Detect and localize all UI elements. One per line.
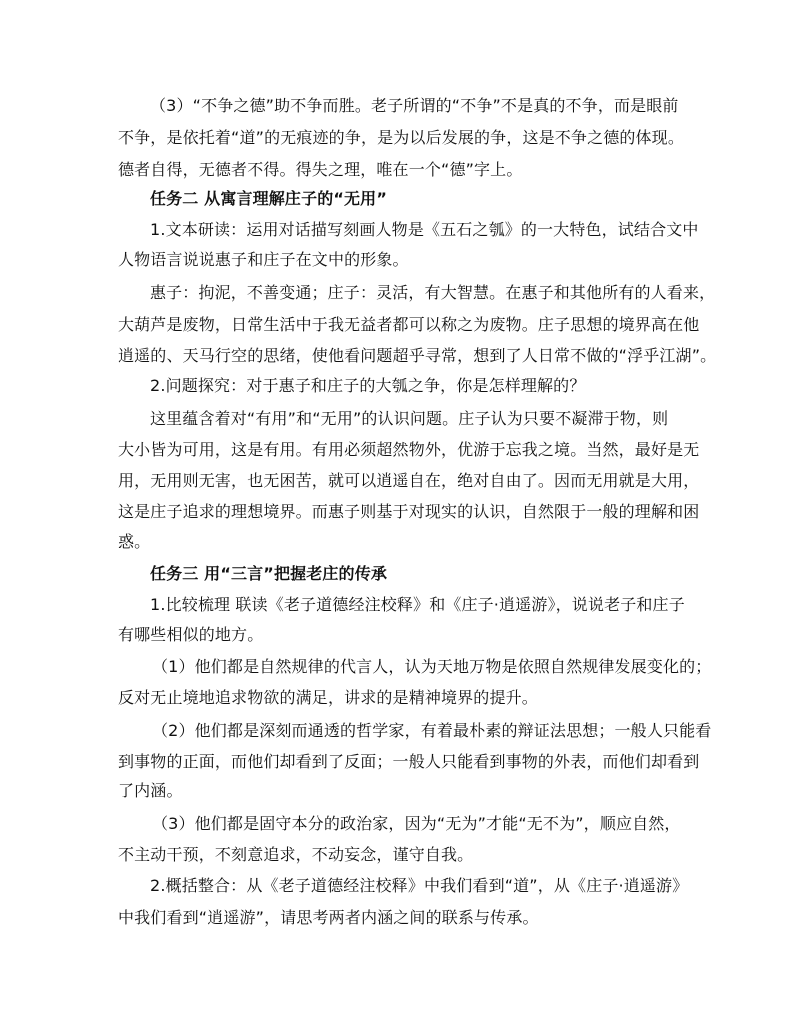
answer-line: 惠子：拘泥，不善变通；庄子：灵活，有大智慧。在惠子和其他所有的人看来，: [150, 283, 716, 302]
paragraph-line: 德者自得，无德者不得。得失之理，唯在一个“德”字上。: [118, 160, 523, 179]
question-line: 2.问题探究：对于惠子和庄子的大瓠之争，你是怎样理解的？: [150, 376, 586, 395]
answer-line: 到事物的正面，而他们却看到了反面；一般人只能看到事物的外表，而他们却看到: [118, 752, 700, 771]
question-line: 2.概括整合：从《老子道德经注校释》中我们看到“道”，从《庄子·逍遥游》: [150, 876, 689, 895]
answer-line: 大小皆为可用，这是有用。有用必须超然物外，优游于忘我之境。当然，最好是无: [118, 440, 700, 459]
paragraph-line: 不争，是依托着“道”的无痕迹的争，是为以后发展的争，这是不争之德的体现。: [118, 128, 684, 147]
answer-line: 用，无用则无害，也无困苦，就可以逍遥自在，绝对自由了。因而无用就是大用，: [118, 471, 700, 490]
answer-line: 这是庄子追求的理想境界。而惠子则基于对现实的认识，自然限于一般的理解和困: [118, 502, 700, 521]
answer-line: 了内涵。: [118, 781, 183, 800]
question-line: 有哪些相似的地方。: [118, 625, 264, 644]
answer-line: 大葫芦是废物，日常生活中于我无益者都可以称之为废物。庄子思想的境界高在他: [118, 315, 700, 334]
answer-line: （2）他们都是深刻而通透的哲学家，有着最朴素的辩证法思想；一般人只能看: [152, 721, 712, 740]
question-line: 1.比较梳理 联读《老子道德经注校释》和《庄子·逍遥游》，说说老子和庄子: [150, 595, 685, 614]
question-line: 人物语言说说惠子和庄子在文中的形象。: [118, 250, 409, 269]
question-line: 中我们看到“逍遥游”，请思考两者内涵之间的联系与传承。: [118, 908, 539, 927]
answer-line: 逍遥的、天马行空的思绪，使他看问题超乎寻常，想到了人日常不做的“浮乎江湖”。: [118, 346, 717, 365]
answer-line: （1）他们都是自然规律的代言人，认为天地万物是依照自然规律发展变化的；: [152, 657, 712, 676]
section-heading: 任务三 用“三言”把握老庄的传承: [150, 564, 388, 583]
section-heading: 任务二 从寓言理解庄子的“无用”: [150, 189, 388, 208]
answer-line: 不主动干预，不刻意追求，不动妄念，谨守自我。: [118, 845, 474, 864]
answer-line: 这里蕴含着对“有用”和“无用”的认识问题。庄子认为只要不凝滞于物，则: [150, 409, 669, 428]
answer-line: 反对无止境地追求物欲的满足，讲求的是精神境界的提升。: [118, 688, 538, 707]
answer-line: （3）他们都是固守本分的政治家，因为“无为”才能“无不为”，顺应自然，: [152, 814, 681, 833]
paragraph-line: （3）“不争之德”助不争而胜。老子所谓的“不争”不是真的不争，而是眼前: [150, 96, 679, 115]
answer-line: 惑。: [118, 532, 151, 551]
question-line: 1.文本研读：运用对话描写刻画人物是《五石之瓠》的一大特色，试结合文中: [150, 220, 699, 239]
